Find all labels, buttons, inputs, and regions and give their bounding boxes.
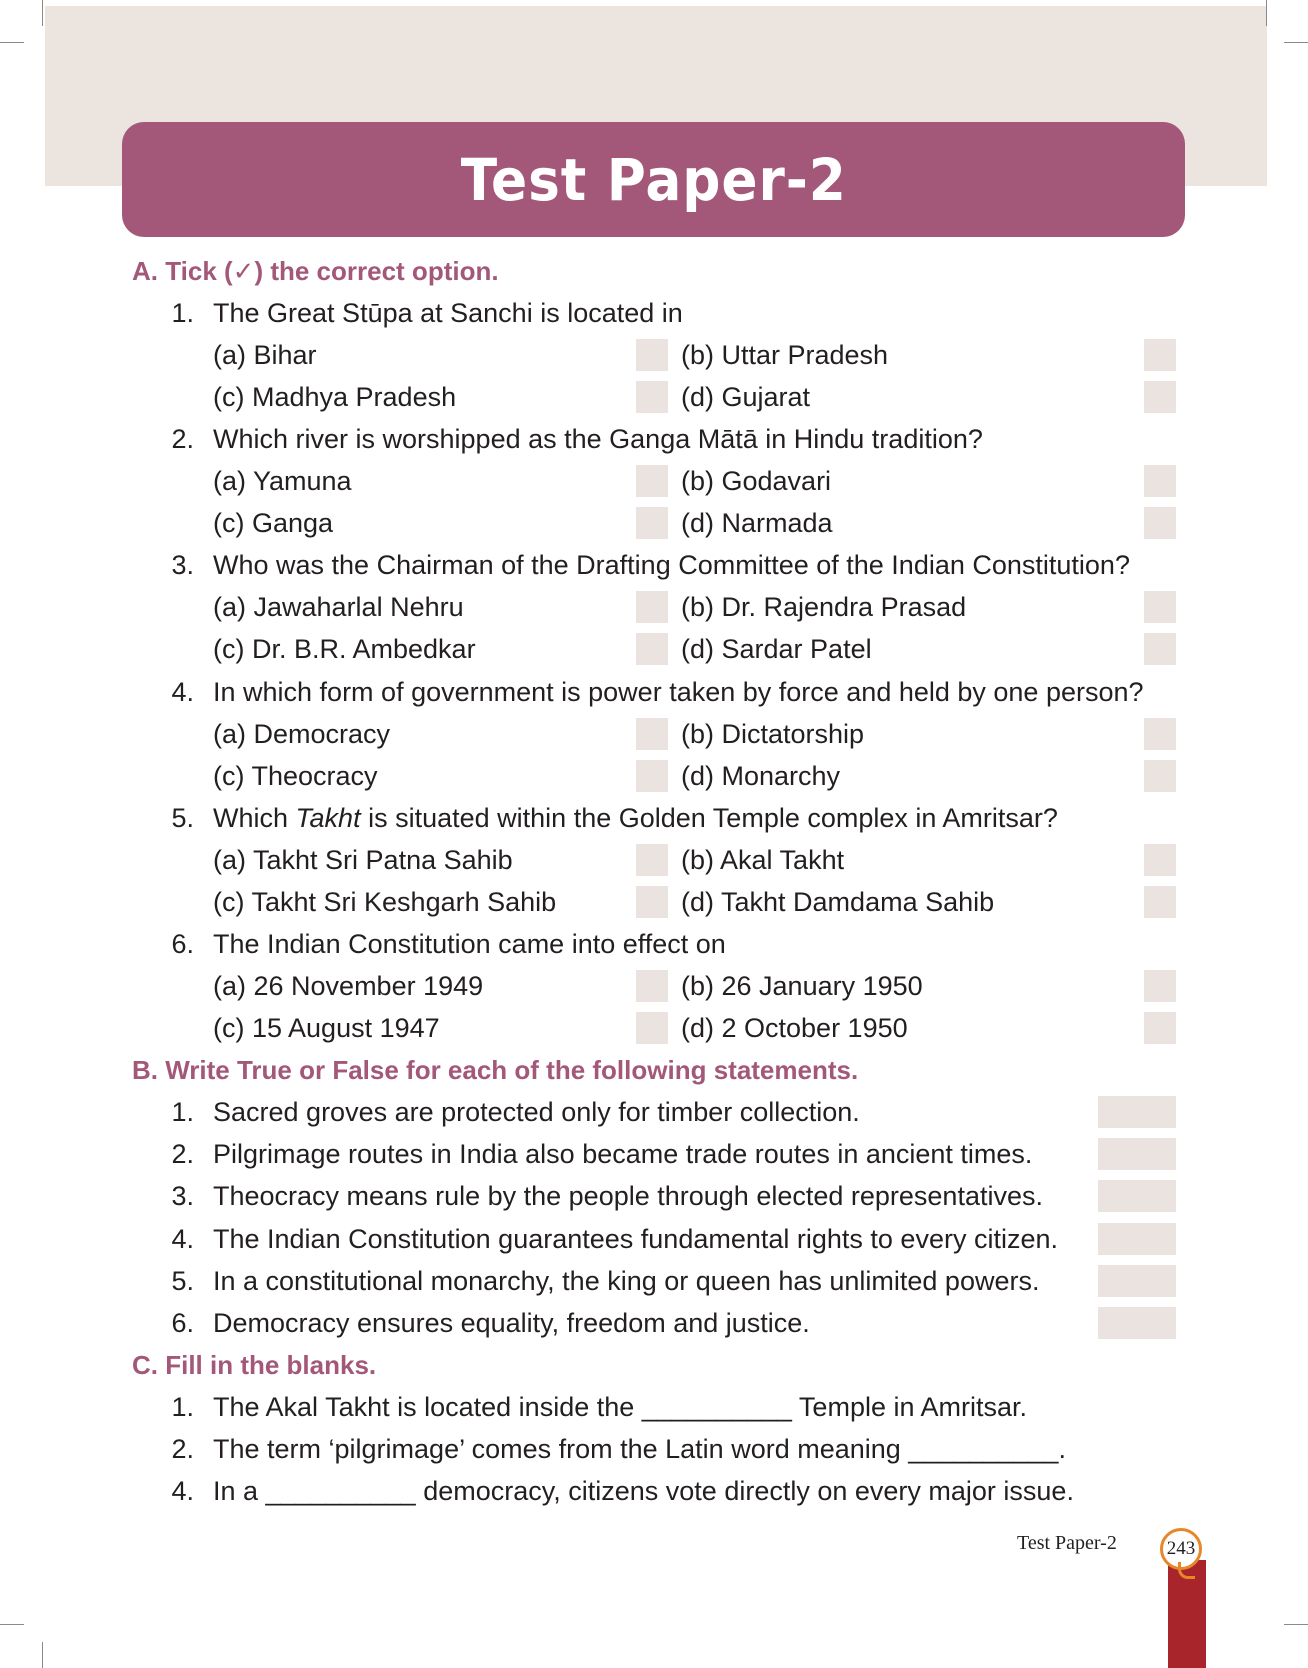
crop-mark [0, 1624, 24, 1625]
section-a-heading: A. Tick (✓) the correct option. [132, 256, 499, 286]
option-row: (a) Bihar (b) Uttar Pradesh [0, 334, 1308, 376]
crop-mark [1266, 0, 1267, 26]
fill-blank-row: 4. In a __________ democracy, citizens vote directly on every major issue. [171, 1476, 1074, 1506]
tick-box[interactable] [1144, 465, 1176, 497]
tick-box[interactable] [636, 465, 668, 497]
option-row: (c) Madhya Pradesh (d) Gujarat [0, 376, 1308, 418]
tick-box[interactable] [1144, 633, 1176, 665]
option-row: (c) Takht Sri Keshgarh Sahib (d) Takht Damdama Sahib [0, 881, 1308, 923]
question: 4. In which form of government is power taken by force and held by one person? [171, 677, 1144, 707]
tick-box[interactable] [636, 591, 668, 623]
option-row: (a) Takht Sri Patna Sahib (b) Akal Takht [0, 839, 1308, 881]
option-row: (a) Democracy (b) Dictatorship [0, 713, 1308, 755]
tick-box[interactable] [1144, 886, 1176, 918]
tick-box[interactable] [636, 633, 668, 665]
option-row: (c) Theocracy (d) Monarchy [0, 755, 1308, 797]
ribbon-curl-icon [1178, 1562, 1195, 1579]
crop-mark [42, 0, 43, 26]
statement-row: 6. Democracy ensures equality, freedom and justice. [0, 1302, 1308, 1344]
tick-box[interactable] [636, 970, 668, 1002]
statement-row: 2. Pilgrimage routes in India also became trade routes in ancient times. [0, 1133, 1308, 1175]
question: 2. Which river is worshipped as the Ganga Mātā in Hindu tradition? [171, 424, 983, 454]
tick-box[interactable] [1144, 381, 1176, 413]
tick-box[interactable] [636, 886, 668, 918]
option-row: (a) 26 November 1949 (b) 26 January 1950 [0, 965, 1308, 1007]
question: 3. Who was the Chairman of the Drafting Committee of the Indian Constitution? [171, 550, 1130, 580]
page-number: 243 [1160, 1528, 1202, 1570]
tick-box[interactable] [636, 381, 668, 413]
tick-box[interactable] [1144, 970, 1176, 1002]
title-banner [122, 122, 1185, 237]
tick-box[interactable] [636, 844, 668, 876]
option-row: (c) Ganga (d) Narmada [0, 502, 1308, 544]
true-false-box[interactable] [1098, 1180, 1176, 1212]
question: 6. The Indian Constitution came into effect on [171, 929, 726, 959]
option-row: (a) Yamuna (b) Godavari [0, 460, 1308, 502]
fill-blank-row: 2. The term ‘pilgrimage’ comes from the Latin word meaning __________. [171, 1434, 1066, 1464]
tick-box[interactable] [1144, 844, 1176, 876]
tick-box[interactable] [636, 507, 668, 539]
tick-box[interactable] [1144, 718, 1176, 750]
crop-mark [1284, 1624, 1308, 1625]
tick-box[interactable] [636, 1012, 668, 1044]
question: 1. The Great Stūpa at Sanchi is located in [171, 298, 683, 328]
footer-label: Test Paper-2 [1017, 1532, 1117, 1554]
true-false-box[interactable] [1098, 1307, 1176, 1339]
statement-row: 4. The Indian Constitution guarantees fundamental rights to every citizen. [0, 1218, 1308, 1260]
fill-blank-row: 1. The Akal Takht is located inside the __________ Temple in Amritsar. [171, 1392, 1028, 1422]
tick-box[interactable] [1144, 507, 1176, 539]
tick-box[interactable] [636, 760, 668, 792]
tick-box[interactable] [1144, 591, 1176, 623]
tick-box[interactable] [1144, 760, 1176, 792]
section-b-heading: B. Write True or False for each of the following statements. [132, 1055, 859, 1085]
true-false-box[interactable] [1098, 1265, 1176, 1297]
tick-box[interactable] [636, 339, 668, 371]
statement-row: 3. Theocracy means rule by the people through elected representatives. [0, 1175, 1308, 1217]
crop-mark [0, 42, 24, 43]
option-row: (c) 15 August 1947 (d) 2 October 1950 [0, 1007, 1308, 1049]
tick-box[interactable] [1144, 1012, 1176, 1044]
crop-mark [1284, 42, 1308, 43]
crop-mark [42, 1642, 43, 1668]
true-false-box[interactable] [1098, 1223, 1176, 1255]
question: 5. Which Takht is situated within the Golden Temple complex in Amritsar? [171, 803, 1058, 833]
page-title: Test Paper-2 [460, 145, 847, 214]
true-false-box[interactable] [1098, 1096, 1176, 1128]
tick-box[interactable] [636, 718, 668, 750]
section-c-heading: C. Fill in the blanks. [132, 1350, 377, 1380]
option-row: (c) Dr. B.R. Ambedkar (d) Sardar Patel [0, 628, 1308, 670]
statement-row: 5. In a constitutional monarchy, the king or queen has unlimited powers. [0, 1260, 1308, 1302]
statement-row: 1. Sacred groves are protected only for timber collection. [0, 1091, 1308, 1133]
true-false-box[interactable] [1098, 1138, 1176, 1170]
tick-box[interactable] [1144, 339, 1176, 371]
option-row: (a) Jawaharlal Nehru (b) Dr. Rajendra Prasad [0, 586, 1308, 628]
